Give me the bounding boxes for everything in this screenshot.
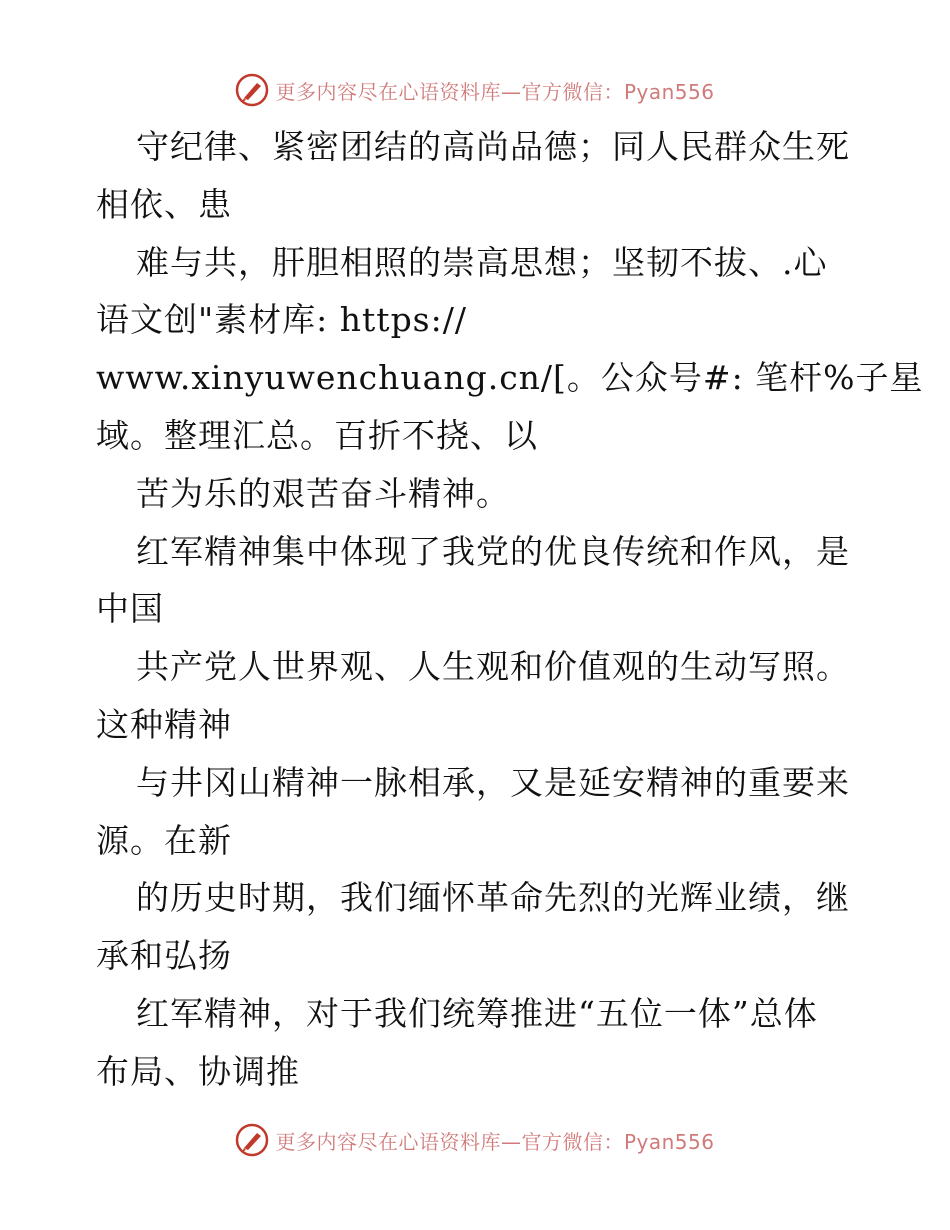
text-line: 源。在新 bbox=[96, 820, 232, 860]
footer-banner-text: 更多内容尽在心语资料库—官方微信：Pyan556 bbox=[275, 1129, 715, 1154]
text-line: 域。整理汇总。百折不挠、以 bbox=[96, 415, 538, 455]
text-line: 中国 bbox=[96, 589, 164, 629]
text-line: 相依、患 bbox=[96, 184, 232, 224]
text-line: 与井冈山精神一脉相承，又是延安精神的重要来 bbox=[136, 762, 850, 802]
text-line: 红军精神，对于我们统筹推进“五位一体”总体 bbox=[136, 993, 818, 1033]
document-body bbox=[96, 118, 924, 1101]
text-line: 这种精神 bbox=[96, 704, 232, 744]
text-line: 承和弘扬 bbox=[96, 936, 232, 976]
text-line: 守纪律、紧密团结的高尚品德；同人民群众生死 bbox=[136, 127, 850, 166]
pen-nib-logo-icon bbox=[235, 73, 269, 107]
text-line: 难与共，肝胆相照的崇高思想；坚韧不拔、.心 bbox=[136, 242, 828, 282]
pen-nib-logo-icon bbox=[235, 1123, 269, 1157]
text-line: www.xinyuwenchuang.cn/[。公众号#: 笔杆%子星 bbox=[96, 358, 924, 398]
text-line: 红军精神集中体现了我党的优良传统和作风，是 bbox=[136, 531, 850, 571]
header-banner-text: 更多内容尽在心语资料库—官方微信：Pyan556 bbox=[275, 79, 715, 104]
text-line: 语文创"素材库: https:// bbox=[96, 300, 467, 340]
text-line: 共产党人世界观、人生观和价值观的生动写照。 bbox=[136, 647, 850, 687]
text-line: 的历史时期，我们缅怀革命先烈的光辉业绩，继 bbox=[136, 878, 850, 918]
text-line: 苦为乐的艰苦奋斗精神。 bbox=[136, 473, 510, 513]
header-banner bbox=[0, 70, 950, 110]
text-line: 布局、协调推 bbox=[96, 1051, 300, 1091]
footer-banner bbox=[0, 1120, 950, 1160]
